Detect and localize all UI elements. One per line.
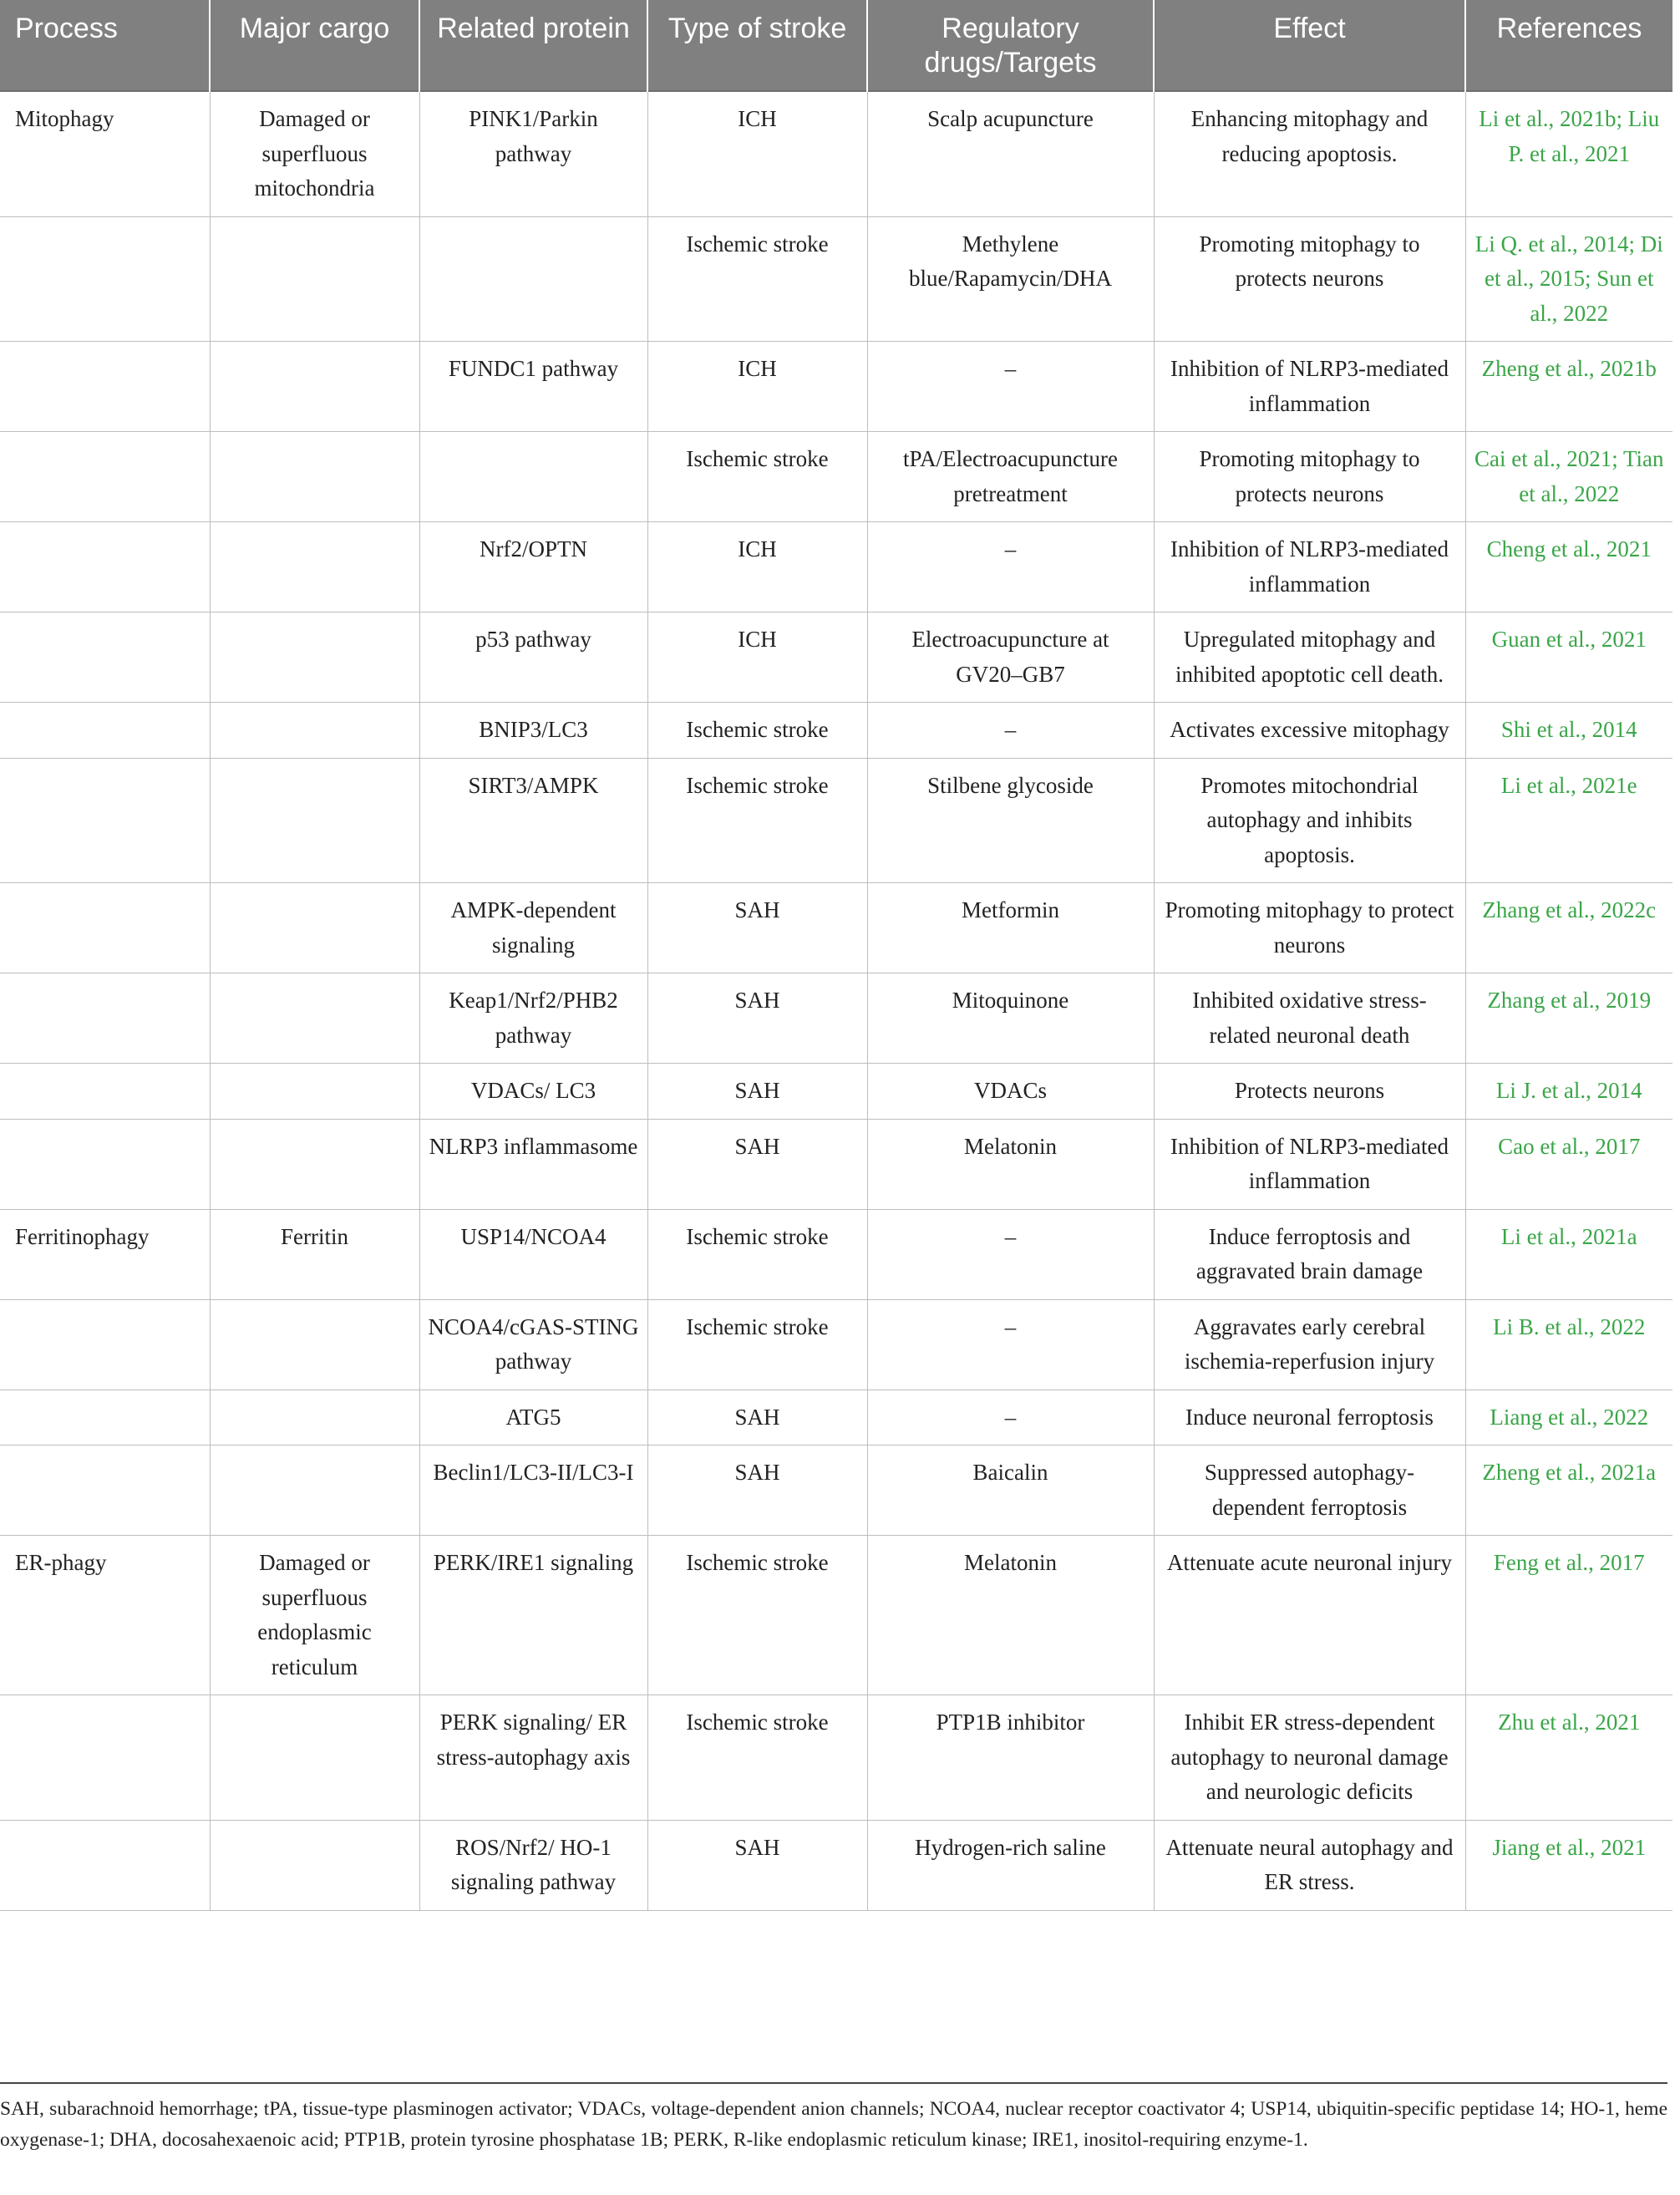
cell-process: ER-phagy (0, 1536, 210, 1695)
cell-major-cargo (210, 1446, 419, 1536)
cell-related-protein: BNIP3/LC3 (419, 703, 647, 759)
table-row (0, 883, 1672, 973)
cell-related-protein: ROS/Nrf2/ HO-1 signaling pathway (419, 1820, 647, 1910)
cell-type-of-stroke: ICH (647, 91, 867, 216)
cell-major-cargo (210, 973, 419, 1064)
cell-major-cargo (210, 216, 419, 342)
table-row (0, 216, 1672, 342)
cell-process (0, 758, 210, 883)
cell-references[interactable]: Zhu et al., 2021 (1465, 1695, 1672, 1821)
cell-regulatory-drug: – (867, 703, 1154, 759)
cell-process (0, 973, 210, 1064)
cell-process (0, 1820, 210, 1910)
table-row (0, 342, 1672, 432)
cell-regulatory-drug: – (867, 522, 1154, 612)
cell-references[interactable]: Zheng et al., 2021b (1465, 342, 1672, 432)
cell-references[interactable]: Feng et al., 2017 (1465, 1536, 1672, 1695)
table-row (0, 1064, 1672, 1120)
cell-related-protein: PERK signaling/ ER stress-autophagy axis (419, 1695, 647, 1821)
cell-related-protein: NLRP3 inflammasome (419, 1119, 647, 1209)
cell-references[interactable]: Li B. et al., 2022 (1465, 1299, 1672, 1390)
cell-regulatory-drug: – (867, 1299, 1154, 1390)
cell-related-protein: NCOA4/cGAS-STING pathway (419, 1299, 647, 1390)
cell-effect: Induce ferroptosis and aggravated brain damage (1154, 1209, 1465, 1299)
header-effect: Effect (1154, 0, 1465, 91)
cell-process (0, 612, 210, 703)
cell-type-of-stroke: Ischemic stroke (647, 1299, 867, 1390)
cell-related-protein: Keap1/Nrf2/PHB2 pathway (419, 973, 647, 1064)
cell-effect: Inhibition of NLRP3-mediated inflammation (1154, 342, 1465, 432)
cell-references[interactable]: Cao et al., 2017 (1465, 1119, 1672, 1209)
cell-process (0, 703, 210, 759)
cell-major-cargo (210, 612, 419, 703)
cell-regulatory-drug: VDACs (867, 1064, 1154, 1120)
table-row (0, 612, 1672, 703)
cell-process (0, 1299, 210, 1390)
cell-process (0, 342, 210, 432)
header-related-protein: Related protein (419, 0, 647, 91)
cell-type-of-stroke: SAH (647, 973, 867, 1064)
table-row (0, 1536, 1672, 1695)
cell-type-of-stroke: SAH (647, 883, 867, 973)
header-type-of-stroke: Type of stroke (647, 0, 867, 91)
cell-process (0, 1390, 210, 1446)
header-row (0, 0, 1672, 91)
cell-effect: Activates excessive mitophagy (1154, 703, 1465, 759)
cell-related-protein (419, 216, 647, 342)
cell-major-cargo (210, 703, 419, 759)
cell-regulatory-drug: Melatonin (867, 1119, 1154, 1209)
cell-effect: Aggravates early cerebral ischemia-reperfusion injury (1154, 1299, 1465, 1390)
table-header (0, 0, 1672, 91)
cell-major-cargo (210, 883, 419, 973)
cell-effect: Induce neuronal ferroptosis (1154, 1390, 1465, 1446)
cell-type-of-stroke: Ischemic stroke (647, 1209, 867, 1299)
cell-type-of-stroke: SAH (647, 1119, 867, 1209)
cell-references[interactable]: Li et al., 2021b; Liu P. et al., 2021 (1465, 91, 1672, 216)
table-row (0, 973, 1672, 1064)
cell-effect: Protects neurons (1154, 1064, 1465, 1120)
cell-regulatory-drug: Mitoquinone (867, 973, 1154, 1064)
table-row (0, 1446, 1672, 1536)
cell-effect: Attenuate acute neuronal injury (1154, 1536, 1465, 1695)
cell-effect: Upregulated mitophagy and inhibited apoptotic cell death. (1154, 612, 1465, 703)
table-row (0, 1820, 1672, 1910)
cell-effect: Promotes mitochondrial autophagy and inhibits apoptosis. (1154, 758, 1465, 883)
cell-references[interactable]: Guan et al., 2021 (1465, 612, 1672, 703)
cell-effect: Inhibit ER stress-dependent autophagy to neuronal damage and neurologic deficits (1154, 1695, 1465, 1821)
cell-references[interactable]: Jiang et al., 2021 (1465, 1820, 1672, 1910)
cell-regulatory-drug: Baicalin (867, 1446, 1154, 1536)
cell-type-of-stroke: Ischemic stroke (647, 216, 867, 342)
cell-regulatory-drug: – (867, 1390, 1154, 1446)
table-row (0, 703, 1672, 759)
cell-effect: Inhibition of NLRP3-mediated inflammation (1154, 1119, 1465, 1209)
cell-effect: Promoting mitophagy to protects neurons (1154, 432, 1465, 522)
cell-type-of-stroke: ICH (647, 612, 867, 703)
cell-references[interactable]: Li Q. et al., 2014; Di et al., 2015; Sun et al., 2022 (1465, 216, 1672, 342)
cell-references[interactable]: Zhang et al., 2019 (1465, 973, 1672, 1064)
cell-major-cargo (210, 758, 419, 883)
cell-effect: Inhibition of NLRP3-mediated inflammation (1154, 522, 1465, 612)
table-row (0, 1695, 1672, 1821)
cell-major-cargo (210, 1820, 419, 1910)
cell-major-cargo (210, 1299, 419, 1390)
cell-references[interactable]: Li J. et al., 2014 (1465, 1064, 1672, 1120)
header-process: Process (0, 0, 210, 91)
cell-regulatory-drug: Electroacupuncture at GV20–GB7 (867, 612, 1154, 703)
table-footnote: SAH, subarachnoid hemorrhage; tPA, tissue-type plasminogen activator; VDACs, voltage-dependent anion channels; NCOA4, nuclear receptor coactivator 4; USP14, ubiquitin-specific peptidase 14; HO-1, heme oxygenase-1; DHA, docosahexaenoic acid; PTP1B, protein tyrosine phosphatase 1B; PERK, R-like endoplasmic reticulum kinase; IRE1, inositol-requiring enzyme-1. (0, 2082, 1667, 2156)
cell-regulatory-drug: Hydrogen-rich saline (867, 1820, 1154, 1910)
cell-effect: Suppressed autophagy-dependent ferroptosis (1154, 1446, 1465, 1536)
cell-effect: Promoting mitophagy to protects neurons (1154, 216, 1465, 342)
cell-effect: Attenuate neural autophagy and ER stress. (1154, 1820, 1465, 1910)
header-major-cargo: Major cargo (210, 0, 419, 91)
cell-process (0, 1119, 210, 1209)
cell-type-of-stroke: ICH (647, 342, 867, 432)
cell-related-protein: FUNDC1 pathway (419, 342, 647, 432)
cell-process (0, 883, 210, 973)
cell-type-of-stroke: Ischemic stroke (647, 703, 867, 759)
table-row (0, 91, 1672, 216)
cell-process (0, 1064, 210, 1120)
table-row (0, 1390, 1672, 1446)
cell-process: Ferritinophagy (0, 1209, 210, 1299)
cell-references[interactable]: Liang et al., 2022 (1465, 1390, 1672, 1446)
cell-regulatory-drug: tPA/Electroacupuncture pretreatment (867, 432, 1154, 522)
cell-effect: Enhancing mitophagy and reducing apoptosis. (1154, 91, 1465, 216)
cell-regulatory-drug: – (867, 1209, 1154, 1299)
cell-type-of-stroke: ICH (647, 522, 867, 612)
cell-major-cargo (210, 1064, 419, 1120)
cell-related-protein: PINK1/Parkin pathway (419, 91, 647, 216)
cell-regulatory-drug: – (867, 342, 1154, 432)
cell-regulatory-drug: Scalp acupuncture (867, 91, 1154, 216)
cell-related-protein: p53 pathway (419, 612, 647, 703)
cell-major-cargo (210, 522, 419, 612)
table-row (0, 1119, 1672, 1209)
cell-type-of-stroke: Ischemic stroke (647, 758, 867, 883)
cell-effect: Promoting mitophagy to protect neurons (1154, 883, 1465, 973)
cell-related-protein: AMPK-dependent signaling (419, 883, 647, 973)
header-references: References (1465, 0, 1672, 91)
cell-process (0, 1446, 210, 1536)
cell-effect: Inhibited oxidative stress-related neuronal death (1154, 973, 1465, 1064)
cell-major-cargo (210, 432, 419, 522)
cell-regulatory-drug: Melatonin (867, 1536, 1154, 1695)
cell-related-protein: Beclin1/LC3-II/LC3-I (419, 1446, 647, 1536)
cell-type-of-stroke: SAH (647, 1820, 867, 1910)
cell-type-of-stroke: SAH (647, 1064, 867, 1120)
cell-regulatory-drug: Stilbene glycoside (867, 758, 1154, 883)
cell-type-of-stroke: SAH (647, 1446, 867, 1536)
cell-type-of-stroke: SAH (647, 1390, 867, 1446)
table-row (0, 522, 1672, 612)
cell-references[interactable]: Cai et al., 2021; Tian et al., 2022 (1465, 432, 1672, 522)
table-body (0, 91, 1672, 1910)
cell-major-cargo (210, 1390, 419, 1446)
cell-references[interactable]: Zheng et al., 2021a (1465, 1446, 1672, 1536)
table-row (0, 1209, 1672, 1299)
cell-major-cargo (210, 1119, 419, 1209)
cell-regulatory-drug: Metformin (867, 883, 1154, 973)
cell-major-cargo: Damaged or superfluous endoplasmic reticulum (210, 1536, 419, 1695)
cell-process (0, 432, 210, 522)
cell-major-cargo: Ferritin (210, 1209, 419, 1299)
cell-references[interactable]: Zhang et al., 2022c (1465, 883, 1672, 973)
cell-regulatory-drug: PTP1B inhibitor (867, 1695, 1154, 1821)
cell-process: Mitophagy (0, 91, 210, 216)
cell-process (0, 522, 210, 612)
cell-references[interactable]: Cheng et al., 2021 (1465, 522, 1672, 612)
cell-related-protein: VDACs/ LC3 (419, 1064, 647, 1120)
cell-type-of-stroke: Ischemic stroke (647, 1536, 867, 1695)
cell-related-protein: PERK/IRE1 signaling (419, 1536, 647, 1695)
table-row (0, 758, 1672, 883)
cell-major-cargo (210, 1695, 419, 1821)
cell-type-of-stroke: Ischemic stroke (647, 1695, 867, 1821)
table-row (0, 1299, 1672, 1390)
table-row (0, 432, 1672, 522)
cell-type-of-stroke: Ischemic stroke (647, 432, 867, 522)
cell-related-protein: ATG5 (419, 1390, 647, 1446)
cell-related-protein: SIRT3/AMPK (419, 758, 647, 883)
cell-references[interactable]: Li et al., 2021e (1465, 758, 1672, 883)
cell-references[interactable]: Shi et al., 2014 (1465, 703, 1672, 759)
cell-major-cargo: Damaged or superfluous mitochondria (210, 91, 419, 216)
cell-regulatory-drug: Methylene blue/Rapamycin/DHA (867, 216, 1154, 342)
cell-major-cargo (210, 342, 419, 432)
cell-references[interactable]: Li et al., 2021a (1465, 1209, 1672, 1299)
cell-related-protein: USP14/NCOA4 (419, 1209, 647, 1299)
cell-process (0, 216, 210, 342)
cell-related-protein: Nrf2/OPTN (419, 522, 647, 612)
header-regulatory-drugs: Regulatory drugs/Targets (867, 0, 1154, 91)
cell-process (0, 1695, 210, 1821)
cell-related-protein (419, 432, 647, 522)
